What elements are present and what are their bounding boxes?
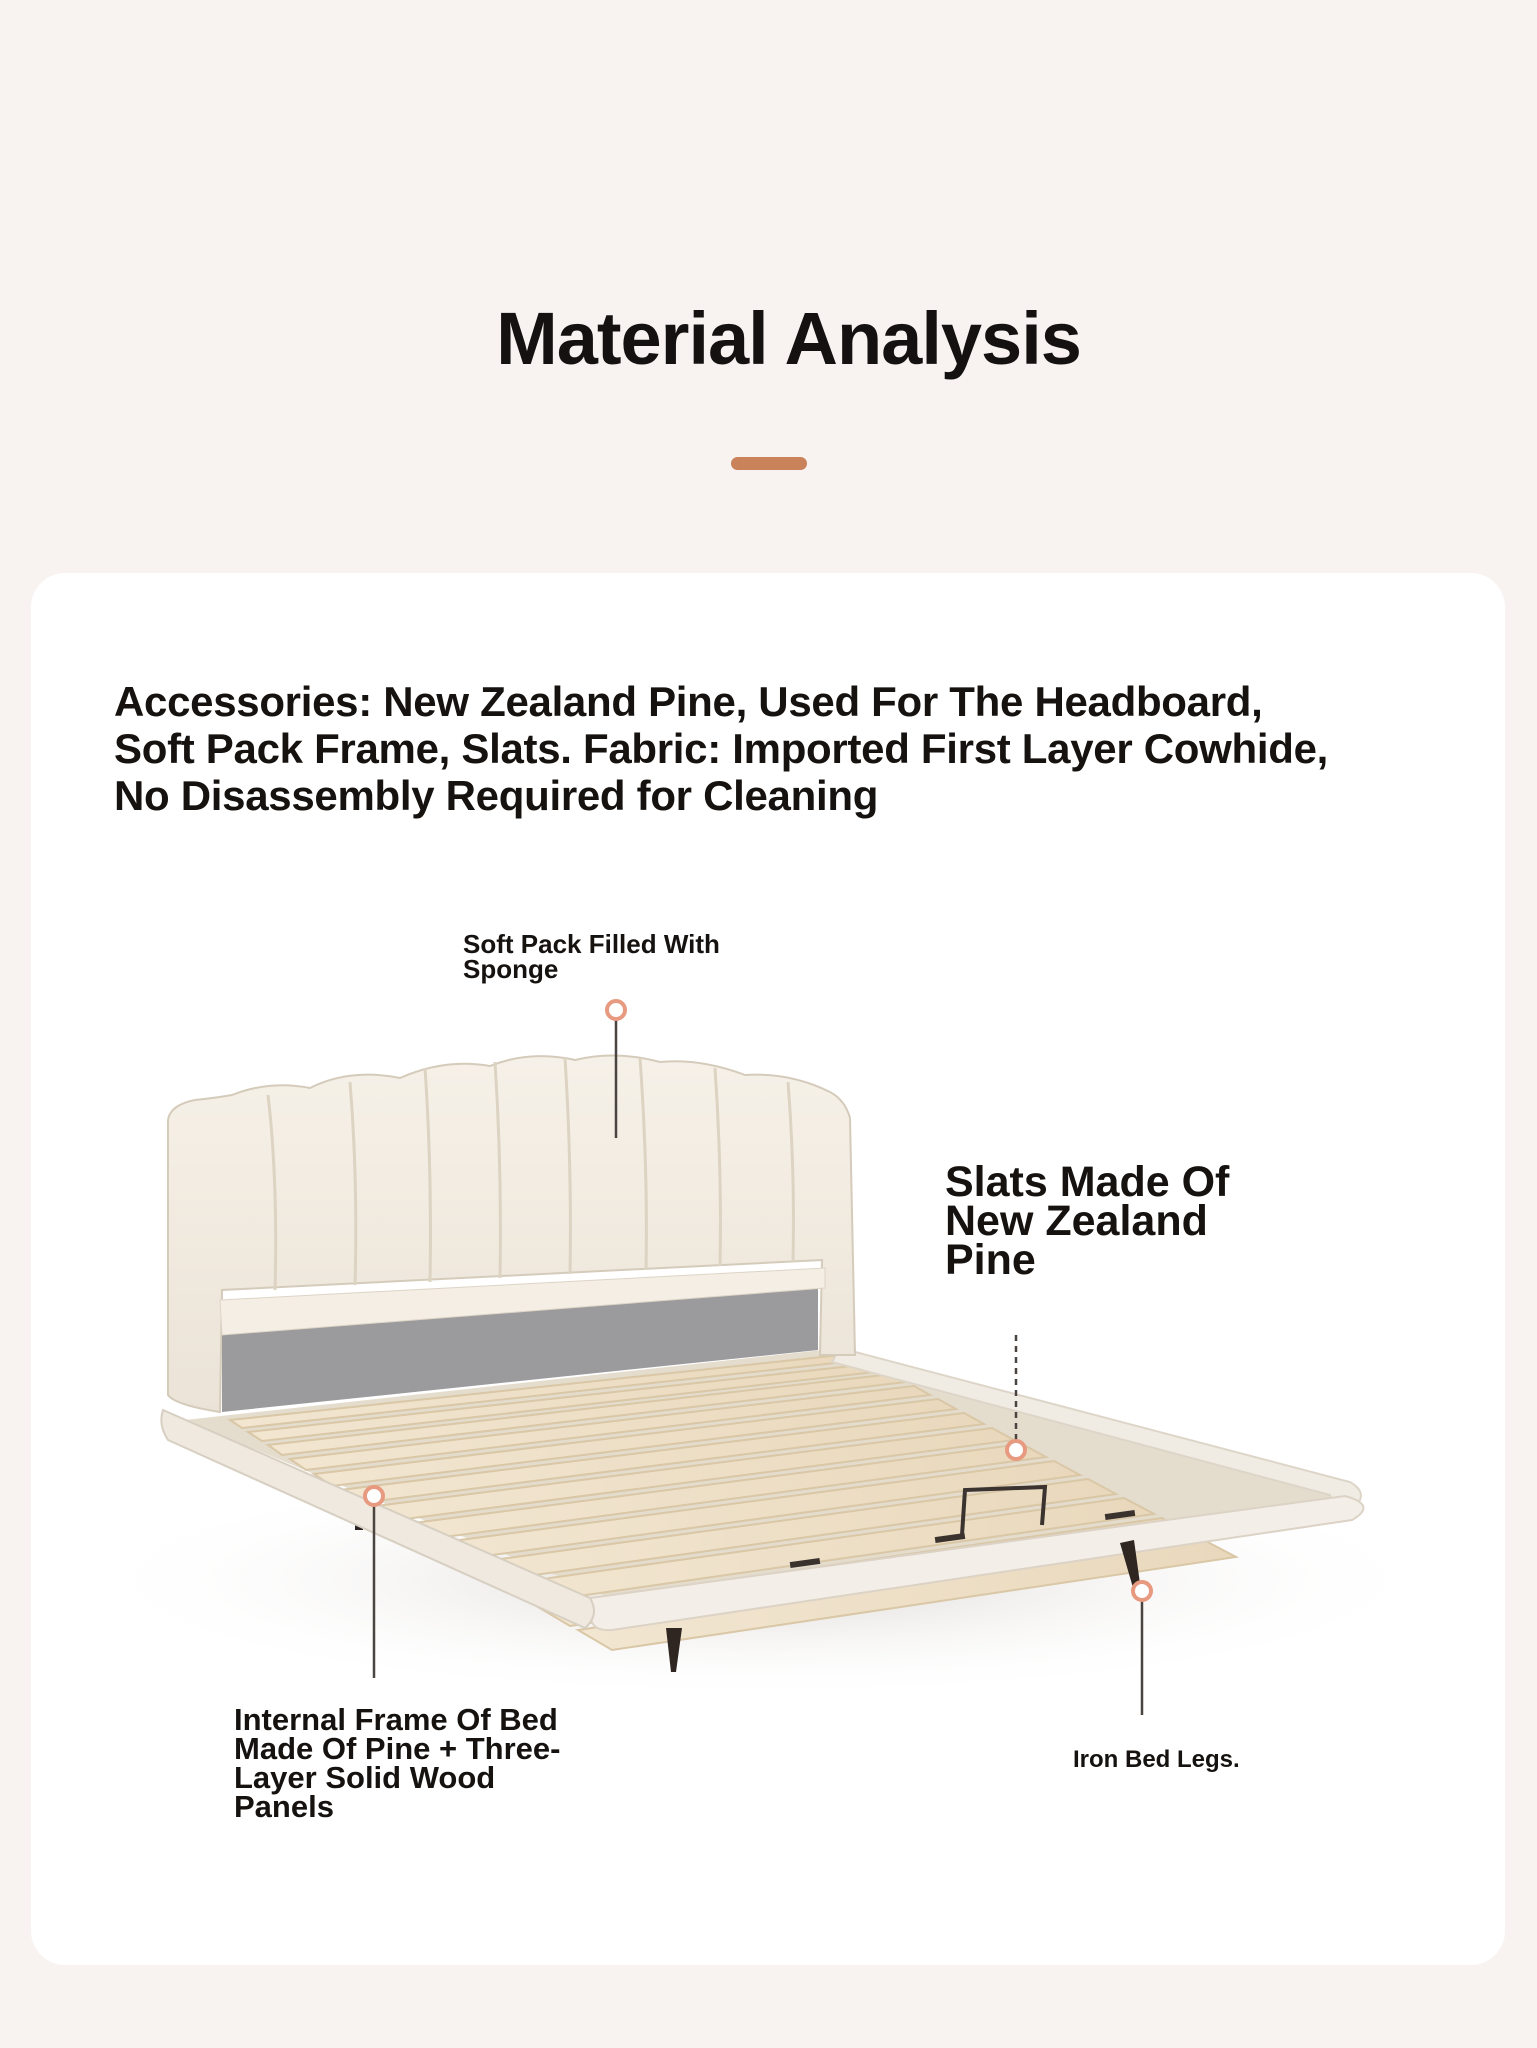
callout-soft-pack: Soft Pack Filled With Sponge (463, 929, 720, 984)
page-title: Material Analysis (496, 297, 1081, 380)
callout-internal-frame: Internal Frame Of Bed Made Of Pine + Three-Layer Solid Wood Panels (234, 1702, 561, 1824)
callout-slats: Slats Made Of New Zealand Pine (945, 1158, 1230, 1284)
material-description: Accessories: New Zealand Pine, Used For The Headboard, Soft Pack Frame, Slats. Fabric: Imported First Layer Cowhide, No Disassembly Required for Cleaning (114, 678, 1329, 819)
callout-iron-legs: Iron Bed Legs. (1073, 1746, 1240, 1773)
